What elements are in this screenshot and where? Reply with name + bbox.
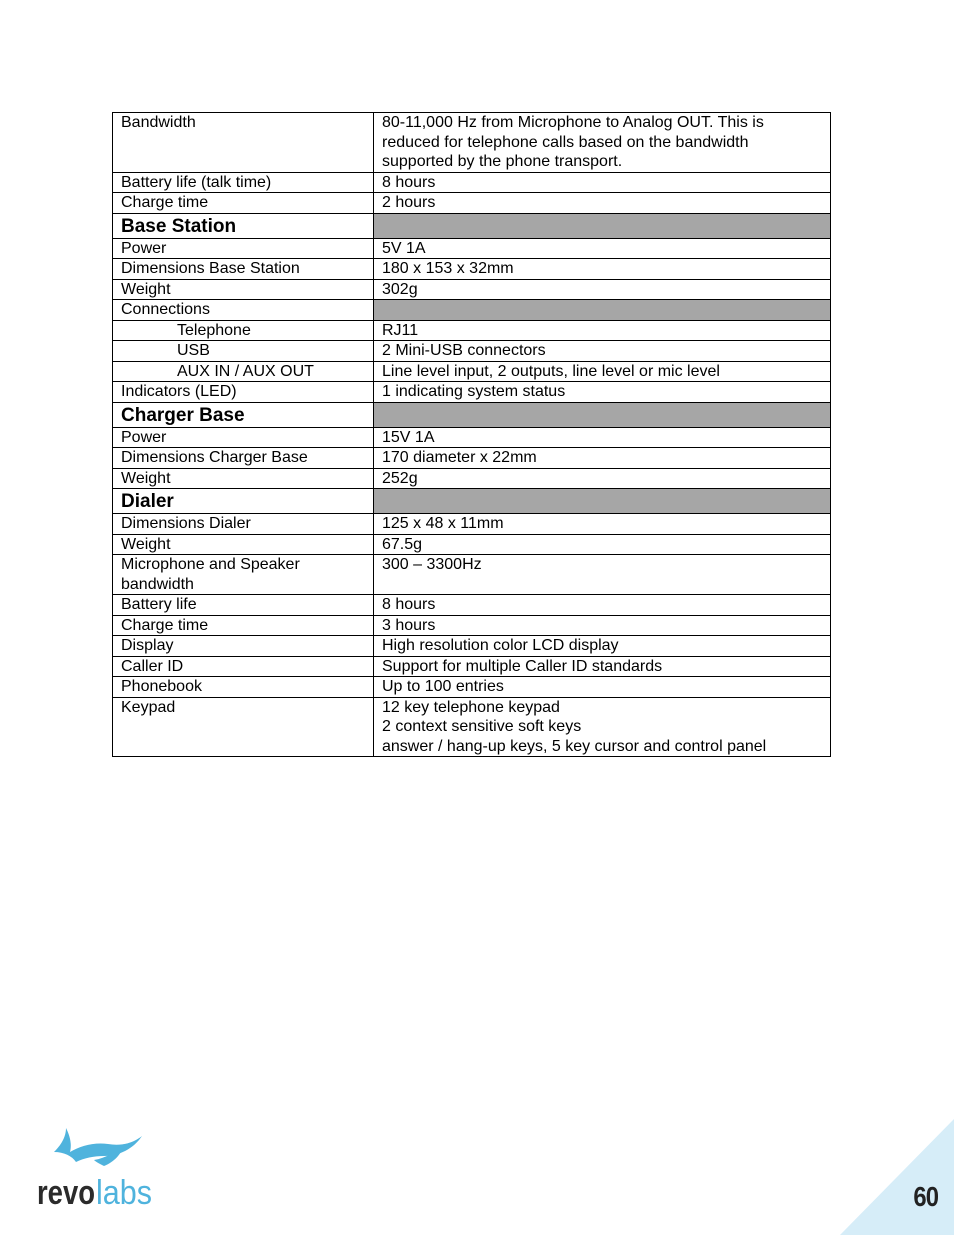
value-line: answer / hang-up keys, 5 key cursor and control panel: [382, 737, 767, 755]
value-line: reduced for telephone calls based on the bandwidth: [382, 133, 749, 151]
section-fill: [374, 300, 831, 321]
table-row: [113, 448, 831, 469]
spec-label: [113, 555, 374, 595]
spec-value: 302g: [374, 279, 831, 300]
value-line: 2 context sensitive soft keys: [382, 718, 582, 735]
page-number: 60: [913, 1181, 938, 1212]
section-header-base-station: [113, 213, 831, 238]
spec-label: Power: [113, 238, 374, 259]
label-line: Microphone and Speaker: [121, 556, 300, 573]
section-title: Base Station: [113, 213, 374, 238]
spec-value: [374, 697, 831, 757]
spec-label: Charge time: [113, 193, 374, 214]
spec-label: Dimensions Base Station: [113, 259, 374, 280]
spec-value: Support for multiple Caller ID standards: [374, 656, 831, 677]
table-row: [113, 677, 831, 698]
page-corner-triangle: [840, 1119, 954, 1235]
section-fill: [374, 402, 831, 427]
spec-label: Power: [113, 427, 374, 448]
section-header-charger-base: [113, 402, 831, 427]
spec-label: Indicators (LED): [113, 382, 374, 403]
table-row: [113, 534, 831, 555]
table-row: [113, 595, 831, 616]
section-fill: [374, 489, 831, 514]
value-line: 12 key telephone keypad: [382, 698, 560, 716]
spec-label: Weight: [113, 534, 374, 555]
spec-value: 2 hours: [374, 193, 831, 214]
table-row: [113, 636, 831, 657]
table-row: [113, 341, 831, 362]
table-row: [113, 468, 831, 489]
spec-value: 252g: [374, 468, 831, 489]
revolabs-logo: [36, 1122, 156, 1212]
wave-icon: [54, 1128, 142, 1162]
section-title: Dialer: [113, 489, 374, 514]
table-row: [113, 555, 831, 595]
table-row: [113, 382, 831, 403]
table-row: [113, 320, 831, 341]
label-line: bandwidth: [121, 575, 194, 593]
spec-label: Phonebook: [113, 677, 374, 698]
spec-value: Up to 100 entries: [374, 677, 831, 698]
spec-label: Dimensions Charger Base: [113, 448, 374, 469]
spec-label: Weight: [113, 279, 374, 300]
spec-label: Charge time: [113, 615, 374, 636]
spec-value: 2 Mini-USB connectors: [374, 341, 831, 362]
spec-value: [374, 113, 831, 173]
spec-label: Telephone: [113, 320, 374, 341]
section-header-dialer: [113, 489, 831, 514]
spec-value: 125 x 48 x 11mm: [374, 514, 831, 535]
table-row: [113, 113, 831, 173]
spec-label: USB: [113, 341, 374, 362]
spec-label: Battery life (talk time): [113, 172, 374, 193]
value-line: 80-11,000 Hz from Microphone to Analog OUT. This is: [382, 114, 764, 131]
spec-label: AUX IN / AUX OUT: [113, 361, 374, 382]
spec-value: 1 indicating system status: [374, 382, 831, 403]
spec-label: Bandwidth: [113, 113, 374, 173]
table-row: [113, 193, 831, 214]
table-row: [113, 361, 831, 382]
table-row: [113, 427, 831, 448]
spec-value: 3 hours: [374, 615, 831, 636]
spec-label: Keypad: [113, 697, 374, 757]
table-row: [113, 279, 831, 300]
logo-text-revo: revo: [37, 1174, 95, 1212]
spec-value: 180 x 153 x 32mm: [374, 259, 831, 280]
spec-value: 8 hours: [374, 595, 831, 616]
spec-label: Caller ID: [113, 656, 374, 677]
table-row: [113, 300, 831, 321]
spec-label: Battery life: [113, 595, 374, 616]
table-row: [113, 656, 831, 677]
section-title: Charger Base: [113, 402, 374, 427]
spec-value: 170 diameter x 22mm: [374, 448, 831, 469]
spec-table: [112, 112, 831, 757]
spec-value: 8 hours: [374, 172, 831, 193]
table-row: [113, 238, 831, 259]
spec-label: Weight: [113, 468, 374, 489]
spec-value: 67.5g: [374, 534, 831, 555]
spec-value: Line level input, 2 outputs, line level or mic level: [374, 361, 831, 382]
spec-value: High resolution color LCD display: [374, 636, 831, 657]
table-row: [113, 172, 831, 193]
spec-value: RJ11: [374, 320, 831, 341]
spec-label: Connections: [113, 300, 374, 321]
section-fill: [374, 213, 831, 238]
table-row: [113, 259, 831, 280]
logo-text-labs: labs: [96, 1174, 152, 1212]
value-line: supported by the phone transport.: [382, 153, 623, 170]
spec-value: 15V 1A: [374, 427, 831, 448]
table-row: [113, 615, 831, 636]
table-row: [113, 514, 831, 535]
spec-label: Dimensions Dialer: [113, 514, 374, 535]
spec-value: 300 – 3300Hz: [374, 555, 831, 595]
table-row: [113, 697, 831, 757]
spec-label: Display: [113, 636, 374, 657]
spec-value: 5V 1A: [374, 238, 831, 259]
